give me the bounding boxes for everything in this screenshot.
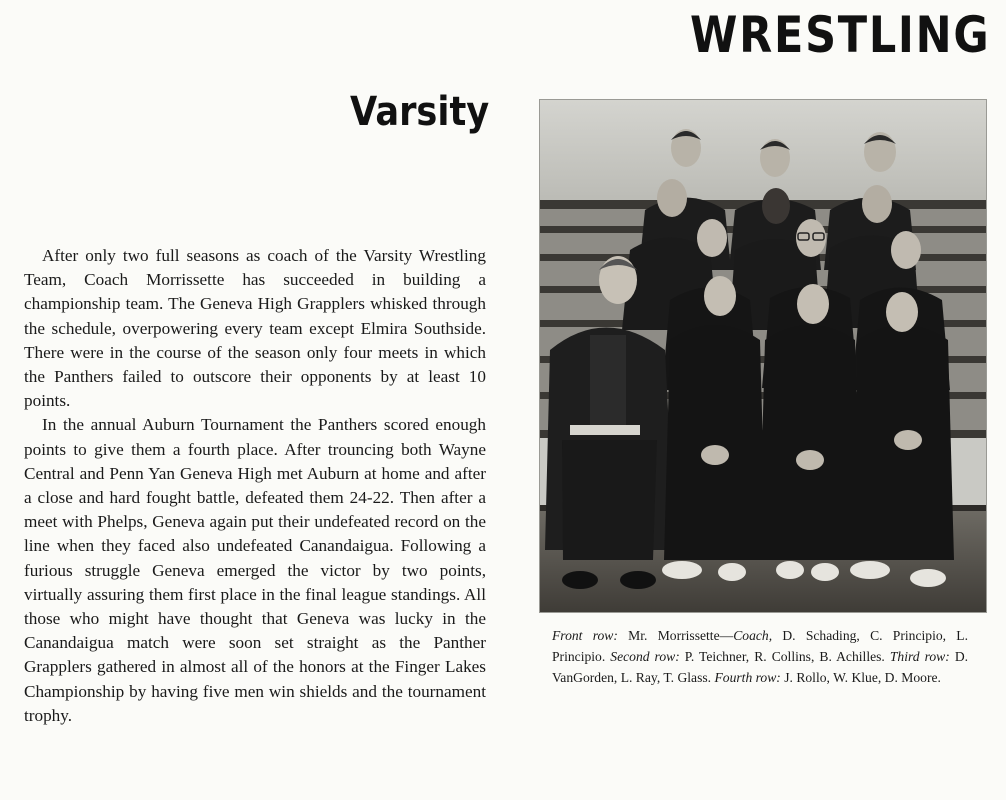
caption-second-names: P. Teichner, R. Collins, B. Achilles. [684, 649, 885, 665]
photo-caption [552, 625, 968, 689]
caption-second-label: Second row: [610, 649, 680, 665]
team-photo [539, 99, 987, 613]
article-body [24, 244, 486, 728]
article-paragraph: In the annual Auburn Tournament the Panthers scored enough points to give them a fourth place. After trouncing both Wayne Central and Penn Yan Geneva High met Auburn at home and after a close and hard fought battle, defeated them 24-22. Then after a meet with Phelps, Geneva again put their undefeated record on the line when they faced also undefeated Canandaigua. Following a furious struggle Geneva emerged the victor by two points, virtually assuring them first place in the final league standings. All those who might have thought that Geneva was lucky in the Canandaigua match were soon set straight as the Panther Grapplers gathered in almost all of the honors at the Finger Lakes Championship by having five men win shields and the tournament trophy. [24, 415, 486, 725]
caption-front-names: Mr. Morrissette— [628, 628, 734, 643]
caption-third-names: D. VanGorden, L. Ray, T. Glass. [552, 649, 969, 686]
article-paragraph: After only two full seasons as coach of the Varsity Wrestling Team, Coach Morrissette has succeeded in building a championship team. The Geneva High Grapplers whisked through the schedule, overpowering every team except Elmira Southside. There were in the course of the season only four meets in which the Panthers failed to outscore their opponents by at least 10 points. [24, 246, 486, 411]
caption-front-rest: D. Schading, C. Principio, L. Principio. [552, 628, 968, 665]
caption-fourth-label: Fourth row: [714, 670, 781, 686]
section-title: WRESTLING [690, 6, 991, 64]
caption-front-label: Front row: [552, 628, 618, 643]
sub-title: Varsity [350, 89, 490, 135]
caption-third-label: Third row: [889, 649, 950, 665]
caption-coach-label: Coach, [733, 628, 773, 643]
team-photo-illustration [540, 100, 986, 612]
caption-fourth-names: J. Rollo, W. Klue, D. Moore. [784, 670, 941, 686]
